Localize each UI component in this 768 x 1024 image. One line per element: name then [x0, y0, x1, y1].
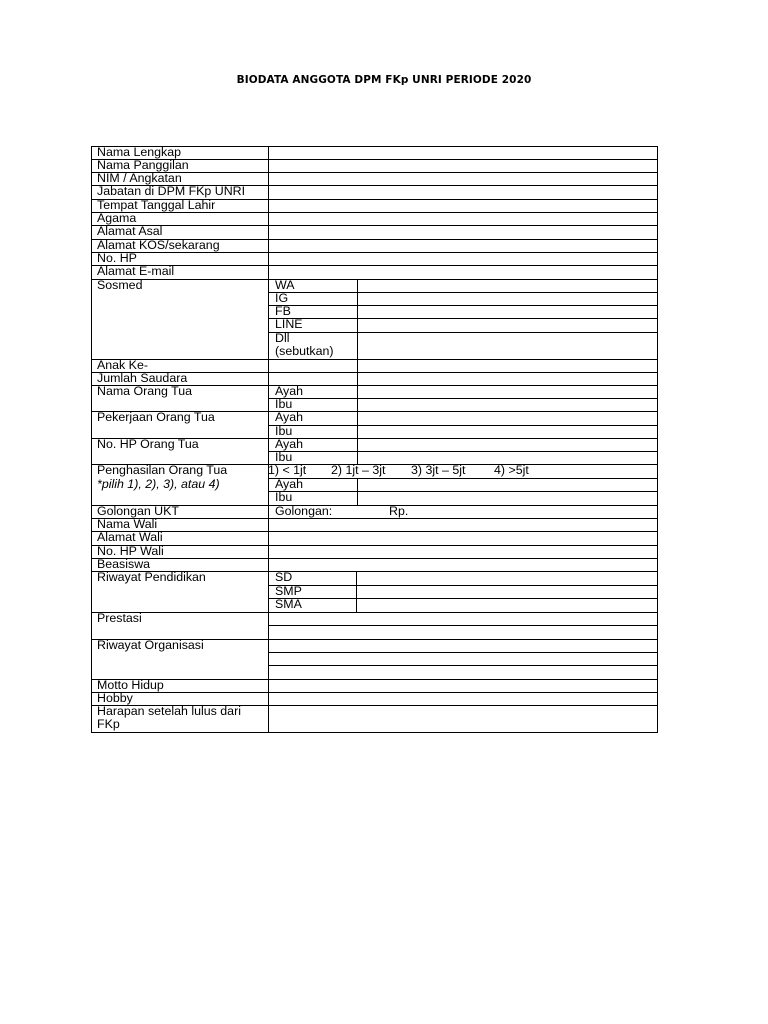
income-option-4: 4) >5jt — [494, 463, 529, 477]
label-penghasilan-orang-tua: Penghasilan Orang Tua — [97, 463, 228, 477]
table-border-left — [91, 146, 92, 733]
label-hp-orang-tua: No. HP Orang Tua — [97, 437, 199, 451]
income-option-2: 2) 1jt – 3jt — [331, 463, 386, 477]
sub-row-line — [268, 451, 658, 452]
hp-ortu-ayah: Ayah — [275, 437, 304, 451]
label-motto-hidup: Motto Hidup — [97, 678, 164, 692]
income-option-3: 3) 3jt – 5jt — [411, 463, 466, 477]
pekerjaan-ortu-ibu: Ibu — [275, 424, 293, 438]
label-no-hp: No. HP — [97, 251, 137, 265]
label-golongan-ukt: Golongan UKT — [97, 504, 179, 518]
label-alamat-email: Alamat E-mail — [97, 264, 175, 278]
sub-row-line — [268, 332, 658, 333]
label-jumlah-saudara: Jumlah Saudara — [97, 371, 188, 385]
sub-row-line — [268, 491, 658, 492]
row-line — [91, 558, 658, 559]
column-divider — [268, 146, 269, 733]
row-line — [91, 531, 658, 532]
row-line — [91, 252, 658, 253]
sub-column-divider — [356, 571, 357, 612]
row-line — [91, 225, 658, 226]
sub-row-line — [268, 318, 658, 319]
sub-row-line — [268, 625, 658, 626]
label-agama: Agama — [97, 211, 137, 225]
label-harapan: Harapan setelah lulus dari — [97, 704, 241, 718]
penghasilan-ayah: Ayah — [275, 477, 304, 491]
sub-column-divider — [357, 478, 358, 505]
label-penghasilan-note: *pilih 1), 2), 3), atau 4) — [97, 477, 220, 491]
sosmed-line: LINE — [275, 317, 303, 331]
sub-column-divider — [357, 279, 358, 359]
ukt-rp-label: Rp. — [389, 504, 409, 518]
row-line — [91, 545, 658, 546]
label-hobby: Hobby — [97, 691, 133, 705]
label-sosmed: Sosmed — [97, 278, 143, 292]
label-nama-wali: Nama Wali — [97, 517, 158, 531]
label-harapan-cont: FKp — [97, 717, 120, 731]
label-prestasi: Prestasi — [97, 611, 142, 625]
pendidikan-sd: SD — [275, 570, 293, 584]
sub-row-line — [268, 425, 658, 426]
label-nama-lengkap: Nama Lengkap — [97, 145, 182, 159]
label-pekerjaan-orang-tua: Pekerjaan Orang Tua — [97, 410, 215, 424]
sub-row-line — [268, 478, 658, 479]
row-line — [91, 612, 658, 613]
sosmed-dll-note: (sebutkan) — [275, 344, 334, 358]
row-line — [91, 679, 658, 680]
sub-row-line — [268, 305, 658, 306]
label-riwayat-pendidikan: Riwayat Pendidikan — [97, 570, 206, 584]
label-alamat-asal: Alamat Asal — [97, 224, 163, 238]
row-line — [91, 212, 658, 213]
label-tempat-tanggal-lahir: Tempat Tanggal Lahir — [97, 198, 216, 212]
label-jabatan: Jabatan di DPM FKp UNRI — [97, 184, 246, 198]
sub-row-line — [268, 652, 658, 653]
table-border-bottom — [91, 732, 658, 733]
label-beasiswa: Beasiswa — [97, 557, 151, 571]
sub-row-line — [268, 598, 658, 599]
sub-row-line — [268, 585, 658, 586]
sub-column-divider — [357, 359, 358, 465]
sub-row-line — [268, 665, 658, 666]
table-border-right — [657, 146, 658, 733]
hp-ortu-ibu: Ibu — [275, 450, 293, 464]
sub-row-line — [268, 292, 658, 293]
label-nama-orang-tua: Nama Orang Tua — [97, 384, 193, 398]
form-title: BIODATA ANGGOTA DPM FKp UNRI PERIODE 2020 — [236, 74, 532, 86]
income-option-1: 1) < 1jt — [268, 463, 307, 477]
pendidikan-smp: SMP — [275, 584, 302, 598]
label-hp-wali: No. HP Wali — [97, 544, 164, 558]
row-line — [91, 692, 658, 693]
sub-row-line — [268, 398, 658, 399]
pekerjaan-ortu-ayah: Ayah — [275, 410, 304, 424]
label-nama-panggilan: Nama Panggilan — [97, 158, 189, 172]
sosmed-ig: IG — [275, 291, 289, 305]
ukt-golongan-label: Golongan: — [275, 504, 333, 518]
row-line — [91, 279, 658, 280]
label-alamat-kos: Alamat KOS/sekarang — [97, 238, 220, 252]
row-line — [91, 359, 658, 360]
nama-ortu-ibu: Ibu — [275, 397, 293, 411]
penghasilan-ibu: Ibu — [275, 490, 293, 504]
sosmed-fb: FB — [275, 304, 291, 318]
pendidikan-sma: SMA — [275, 597, 302, 611]
sosmed-wa: WA — [275, 278, 295, 292]
label-riwayat-organisasi: Riwayat Organisasi — [97, 638, 204, 652]
label-alamat-wali: Alamat Wali — [97, 530, 163, 544]
label-anak-ke: Anak Ke- — [97, 358, 148, 372]
sosmed-dll: Dll — [275, 331, 290, 345]
label-nim-angkatan: NIM / Angkatan — [97, 171, 182, 185]
row-line — [91, 518, 658, 519]
nama-ortu-ayah: Ayah — [275, 384, 304, 398]
row-line — [91, 265, 658, 266]
